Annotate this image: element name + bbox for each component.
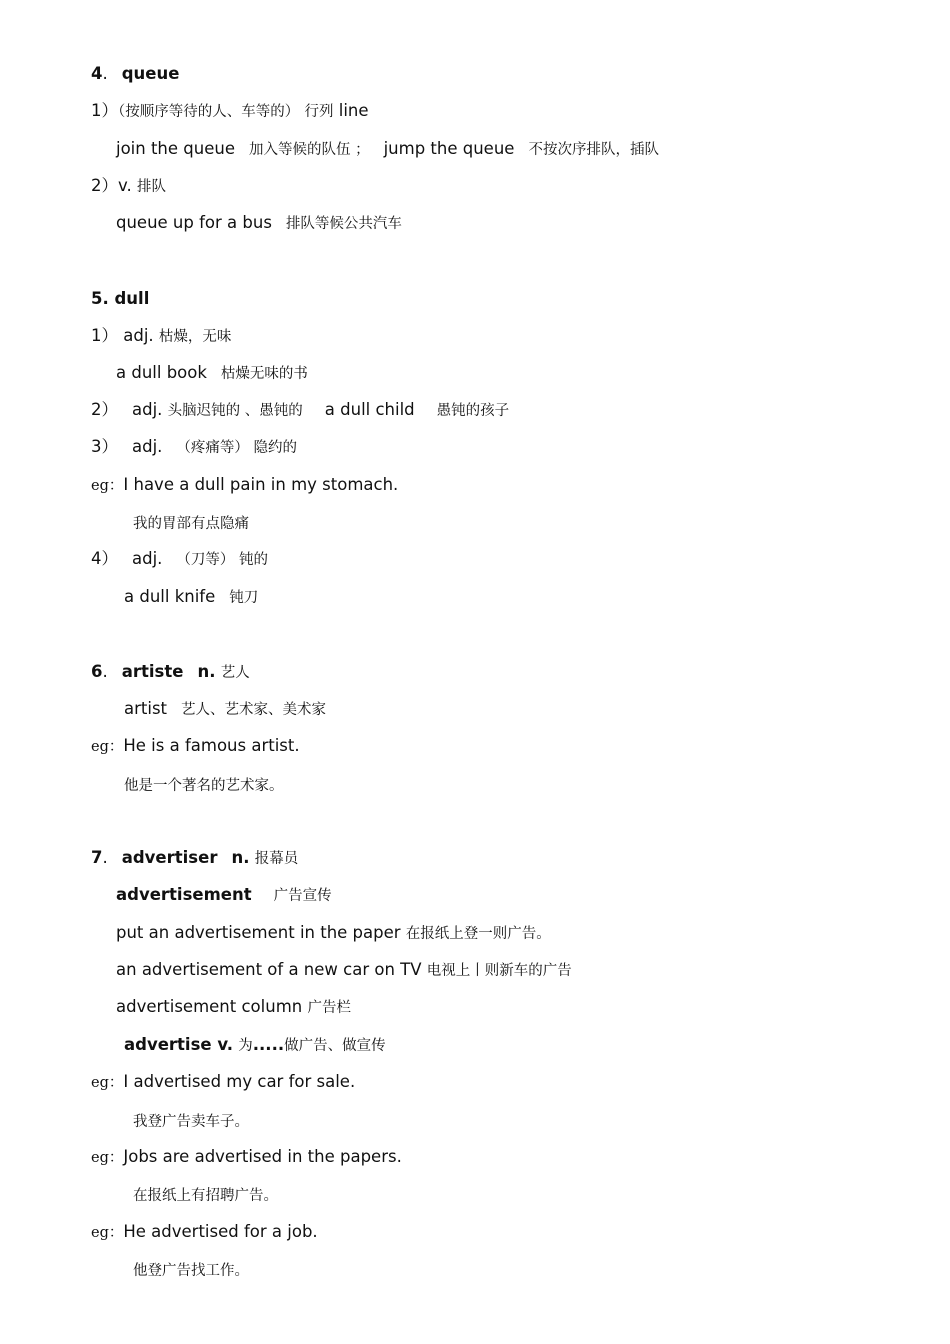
phrase-english: a dull child bbox=[324, 400, 415, 419]
phrase-line bbox=[116, 923, 551, 944]
phrase-chinese: 广告宣传 bbox=[273, 888, 332, 904]
entry-chinese: 报幕员 bbox=[254, 851, 299, 867]
example-line bbox=[91, 1072, 355, 1093]
phrase-line bbox=[116, 139, 659, 160]
definition-chinese: 枯燥，无味 bbox=[158, 329, 232, 345]
example-translation: 他是一个著名的艺术家。 bbox=[124, 778, 284, 794]
entry-separator: . bbox=[102, 848, 108, 867]
definition-chinese: 行列 bbox=[304, 104, 334, 120]
entry-chinese: 艺人 bbox=[220, 665, 250, 681]
definition-pos: v. bbox=[118, 176, 132, 195]
entry-heading-queue bbox=[91, 64, 179, 84]
example-prefix: eg： bbox=[91, 1225, 124, 1241]
example-prefix: eg： bbox=[91, 1075, 124, 1091]
phrase-english: a dull book bbox=[116, 363, 207, 382]
definition-number: 1） bbox=[91, 326, 118, 345]
example-translation: 我登广告卖车子。 bbox=[133, 1114, 249, 1130]
definition-chinese: 头脑迟钝的 、愚钝的 bbox=[167, 403, 303, 419]
entry-word: advertiser bbox=[121, 848, 218, 867]
definition-chinese: 排队 bbox=[136, 179, 166, 195]
phrase-line bbox=[116, 997, 351, 1018]
phrase-chinese: 广告栏 bbox=[307, 1000, 351, 1016]
phrase-chinese: 愚钝的孩子 bbox=[436, 403, 510, 419]
phrase-chinese: 钝刀 bbox=[229, 590, 259, 606]
phrase-english: a dull knife bbox=[124, 587, 216, 606]
ellipsis: ..... bbox=[252, 1035, 285, 1054]
entry-number: 6 bbox=[91, 662, 103, 681]
definition-line bbox=[91, 326, 231, 347]
phrase-english: put an advertisement in the paper bbox=[116, 923, 401, 942]
definition-number: 3） bbox=[91, 437, 118, 456]
example-english: I have a dull pain in my stomach. bbox=[123, 475, 399, 494]
phrase-english: artist bbox=[124, 699, 168, 718]
definition-number: 2） bbox=[91, 176, 118, 195]
definition-line bbox=[91, 400, 509, 421]
definition-line bbox=[91, 176, 166, 197]
phrase-chinese: 排队等候公共汽车 bbox=[285, 216, 402, 232]
entry-word: queue bbox=[121, 64, 180, 83]
entry-heading-dull: 5. dull bbox=[91, 289, 150, 308]
phrase-line bbox=[124, 1035, 386, 1056]
entry-word: artiste bbox=[121, 662, 184, 681]
definition-chinese: （疼痛等） 隐约的 bbox=[176, 440, 298, 456]
entry-pos: n. bbox=[231, 848, 250, 867]
example-english: He is a famous artist. bbox=[123, 736, 300, 755]
phrase-line bbox=[116, 885, 332, 906]
definition-chinese: （按顺序等待的人、车等的） bbox=[118, 104, 300, 120]
definition-chinese: （刀等） 钝的 bbox=[176, 552, 269, 568]
entry-heading-artiste bbox=[91, 662, 250, 683]
phrase-line bbox=[124, 699, 326, 720]
definition-pos: adj. bbox=[123, 326, 154, 345]
example-line bbox=[91, 1147, 402, 1168]
phrase-english: advertise v. bbox=[124, 1035, 234, 1054]
entry-number: 4 bbox=[91, 64, 103, 83]
example-translation: 他登广告找工作。 bbox=[133, 1263, 249, 1279]
definition-number: 2） bbox=[91, 400, 118, 419]
definition-pos: adj. bbox=[132, 400, 163, 419]
phrase-english: jump the queue bbox=[383, 139, 515, 158]
phrase-chinese: 加入等候的队伍 ； bbox=[248, 142, 370, 158]
definition-english: line bbox=[338, 101, 369, 120]
example-translation: 我的胃部有点隐痛 bbox=[133, 516, 249, 532]
definition-number: 1） bbox=[91, 101, 118, 120]
entry-separator: . bbox=[102, 64, 108, 83]
example-line bbox=[91, 736, 300, 757]
example-english: Jobs are advertised in the papers. bbox=[123, 1147, 402, 1166]
phrase-chinese: 在报纸上登一则广告。 bbox=[405, 926, 551, 942]
entry-heading-advertiser bbox=[91, 848, 298, 869]
entry-pos: n. bbox=[197, 662, 216, 681]
example-prefix: eg： bbox=[91, 1150, 124, 1166]
example-line bbox=[91, 475, 398, 496]
phrase-english: join the queue bbox=[116, 139, 235, 158]
phrase-line bbox=[124, 587, 258, 608]
example-prefix: eg： bbox=[91, 478, 124, 494]
phrase-english: advertisement column bbox=[116, 997, 303, 1016]
example-english: I advertised my car for sale. bbox=[123, 1072, 356, 1091]
entry-separator: . bbox=[102, 662, 108, 681]
definition-line bbox=[91, 437, 297, 458]
entry-number: 7 bbox=[91, 848, 103, 867]
example-line bbox=[91, 1222, 318, 1243]
example-translation: 在报纸上有招聘广告。 bbox=[133, 1188, 278, 1204]
phrase-line bbox=[116, 960, 572, 981]
phrase-chinese: 不按次序排队，插队 bbox=[528, 142, 659, 158]
definition-pos: adj. bbox=[132, 549, 163, 568]
definition-line bbox=[91, 101, 369, 122]
phrase-english: queue up for a bus bbox=[116, 213, 272, 232]
definition-pos: adj. bbox=[132, 437, 163, 456]
definition-number: 4） bbox=[91, 549, 118, 568]
example-english: He advertised for a job. bbox=[123, 1222, 318, 1241]
phrase-line bbox=[116, 213, 402, 234]
phrase-english: advertisement bbox=[116, 885, 252, 904]
phrase-english: an advertisement of a new car on TV bbox=[116, 960, 422, 979]
phrase-chinese: 为 bbox=[238, 1038, 253, 1054]
phrase-chinese: 枯燥无味的书 bbox=[220, 366, 308, 382]
phrase-chinese: 做广告、做宣传 bbox=[284, 1038, 386, 1054]
definition-line bbox=[91, 549, 268, 570]
phrase-chinese: 电视上丨则新车的广告 bbox=[426, 963, 572, 979]
example-prefix: eg： bbox=[91, 739, 124, 755]
phrase-line bbox=[116, 363, 308, 384]
phrase-chinese: 艺人、艺术家、美术家 bbox=[181, 702, 327, 718]
